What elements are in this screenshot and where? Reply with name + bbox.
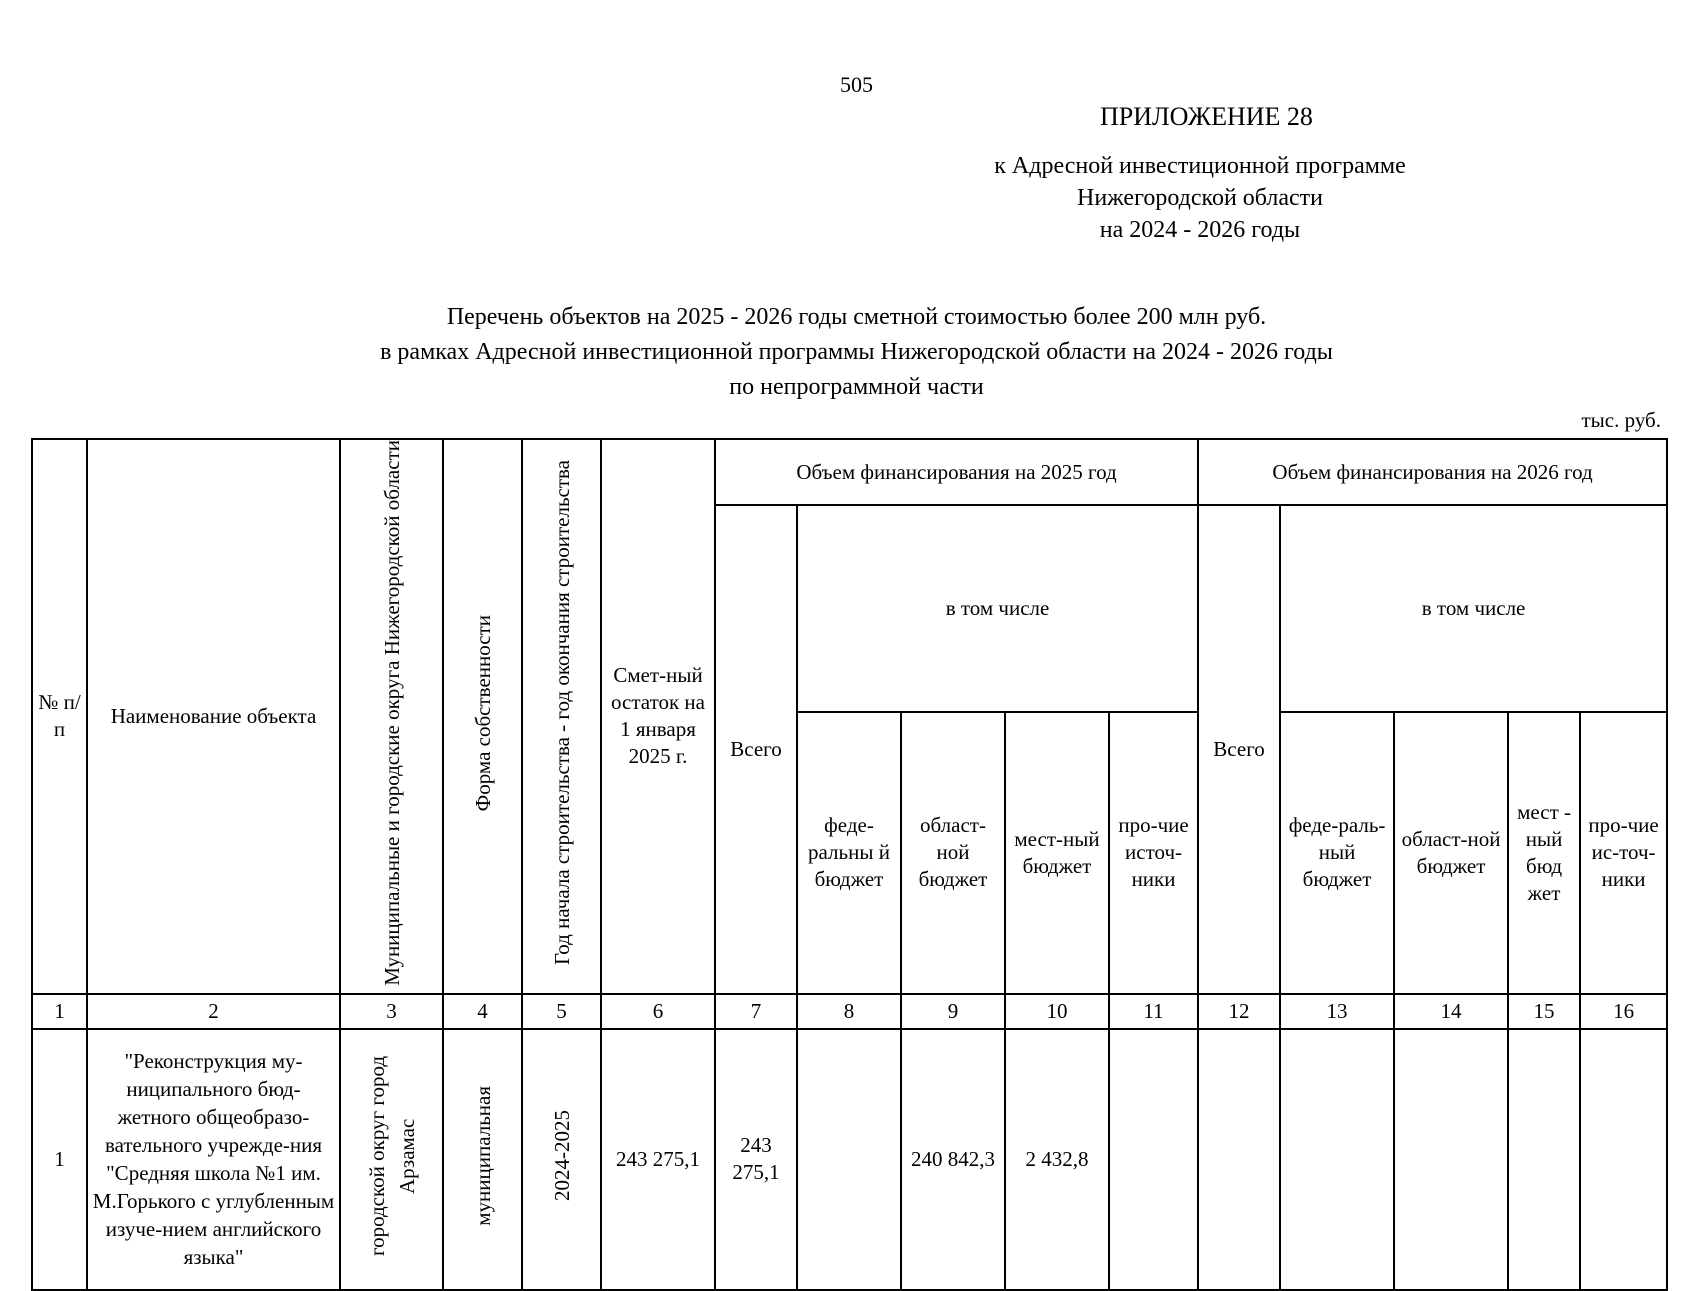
appendix-line-1: к Адресной инвестиционной программе bbox=[994, 153, 1406, 179]
column-number: 16 bbox=[1580, 994, 1667, 1029]
document-title-line-1: Перечень объектов на 2025 - 2026 годы сметной стоимостью более 200 млн руб. bbox=[446, 304, 1267, 330]
row-total-2025: 243 275,1 bbox=[715, 1029, 797, 1290]
row-object-name: "Реконструкция му-ниципального бюд-жетного общеобразо-вательного учрежде-ния "Средняя школа №1 им. М.Горького с углубленным изуче-нием английского языка" bbox=[87, 1029, 340, 1290]
document-title-line-2: в рамках Адресной инвестиционной программы Нижегородской области на 2024 - 2026 годы bbox=[380, 339, 1333, 365]
header-other-2025: про-чие источ-ники bbox=[1109, 712, 1198, 994]
appendix-line-3: на 2024 - 2026 годы bbox=[1099, 217, 1301, 243]
row-num: 1 bbox=[32, 1029, 87, 1290]
row-federal-2026 bbox=[1280, 1029, 1394, 1290]
row-other-2025 bbox=[1109, 1029, 1198, 1290]
header-fin-2026: Объем финансирования на 2026 год bbox=[1198, 439, 1667, 505]
row-ownership-text: муниципальная bbox=[470, 1085, 495, 1226]
row-local-2025: 2 432,8 bbox=[1005, 1029, 1109, 1290]
column-number: 13 bbox=[1280, 994, 1394, 1029]
row-ownership bbox=[443, 1029, 522, 1290]
header-years-text: Год начала строительства - год окончания строительства bbox=[549, 460, 574, 966]
header-total-2026: Всего bbox=[1198, 505, 1280, 994]
header-remainder: Смет-ный остаток на 1 января 2025 г. bbox=[601, 439, 715, 994]
header-including-2025: в том числе bbox=[797, 505, 1198, 712]
header-federal-2025: феде-ральны й бюджет bbox=[797, 712, 901, 994]
header-ownership bbox=[443, 439, 522, 994]
column-number: 10 bbox=[1005, 994, 1109, 1029]
header-federal-2026: феде-раль-ный бюджет bbox=[1280, 712, 1394, 994]
column-numbers-row bbox=[32, 994, 1667, 1029]
header-other-2026: про-чие ис-точ-ники bbox=[1580, 712, 1667, 994]
column-number: 8 bbox=[797, 994, 901, 1029]
header-row-1 bbox=[32, 439, 1667, 505]
row-years-text: 2024-2025 bbox=[549, 1110, 574, 1202]
column-number: 12 bbox=[1198, 994, 1280, 1029]
header-regional-2026: област-ной бюджет bbox=[1394, 712, 1508, 994]
appendix-subtitle bbox=[920, 150, 1480, 246]
row-federal-2025 bbox=[797, 1029, 901, 1290]
column-number: 3 bbox=[340, 994, 443, 1029]
appendix-line-2: Нижегородской области bbox=[1076, 185, 1324, 211]
table-row bbox=[32, 1029, 1667, 1290]
header-municipality bbox=[340, 439, 443, 994]
header-total-2025: Всего bbox=[715, 505, 797, 994]
column-number: 7 bbox=[715, 994, 797, 1029]
document-title bbox=[0, 300, 1697, 405]
row-municipality-text: городской округ город Арзамас bbox=[364, 1055, 419, 1256]
header-including-2026: в том числе bbox=[1280, 505, 1667, 712]
header-years bbox=[522, 439, 601, 994]
header-local-2026: мест - ный бюд жет bbox=[1508, 712, 1580, 994]
header-ownership-text: Форма собственности bbox=[470, 614, 495, 812]
row-other-2026 bbox=[1580, 1029, 1667, 1290]
column-number: 15 bbox=[1508, 994, 1580, 1029]
column-number: 9 bbox=[901, 994, 1005, 1029]
row-remainder: 243 275,1 bbox=[601, 1029, 715, 1290]
header-regional-2025: област-ной бюджет bbox=[901, 712, 1005, 994]
column-number: 14 bbox=[1394, 994, 1508, 1029]
page-number: 505 bbox=[840, 72, 873, 97]
column-number: 1 bbox=[32, 994, 87, 1029]
header-num: № п/п bbox=[32, 439, 87, 994]
header-fin-2025: Объем финансирования на 2025 год bbox=[715, 439, 1198, 505]
column-number: 2 bbox=[87, 994, 340, 1029]
column-number: 4 bbox=[443, 994, 522, 1029]
document-title-line-3: по непрограммной части bbox=[729, 374, 984, 400]
row-regional-2026 bbox=[1394, 1029, 1508, 1290]
row-years bbox=[522, 1029, 601, 1290]
header-local-2025: мест-ный бюджет bbox=[1005, 712, 1109, 994]
header-municipality-text: Муниципальные и городские округа Нижегородской области bbox=[379, 440, 404, 986]
appendix-title: ПРИЛОЖЕНИЕ 28 bbox=[1100, 102, 1313, 131]
column-number: 6 bbox=[601, 994, 715, 1029]
row-regional-2025: 240 842,3 bbox=[901, 1029, 1005, 1290]
row-municipality bbox=[340, 1029, 443, 1290]
column-number: 5 bbox=[522, 994, 601, 1029]
header-name: Наименование объекта bbox=[87, 439, 340, 994]
row-total-2026 bbox=[1198, 1029, 1280, 1290]
objects-table bbox=[31, 438, 1668, 1291]
column-number: 11 bbox=[1109, 994, 1198, 1029]
row-local-2026 bbox=[1508, 1029, 1580, 1290]
units-label: тыс. руб. bbox=[1581, 408, 1661, 432]
